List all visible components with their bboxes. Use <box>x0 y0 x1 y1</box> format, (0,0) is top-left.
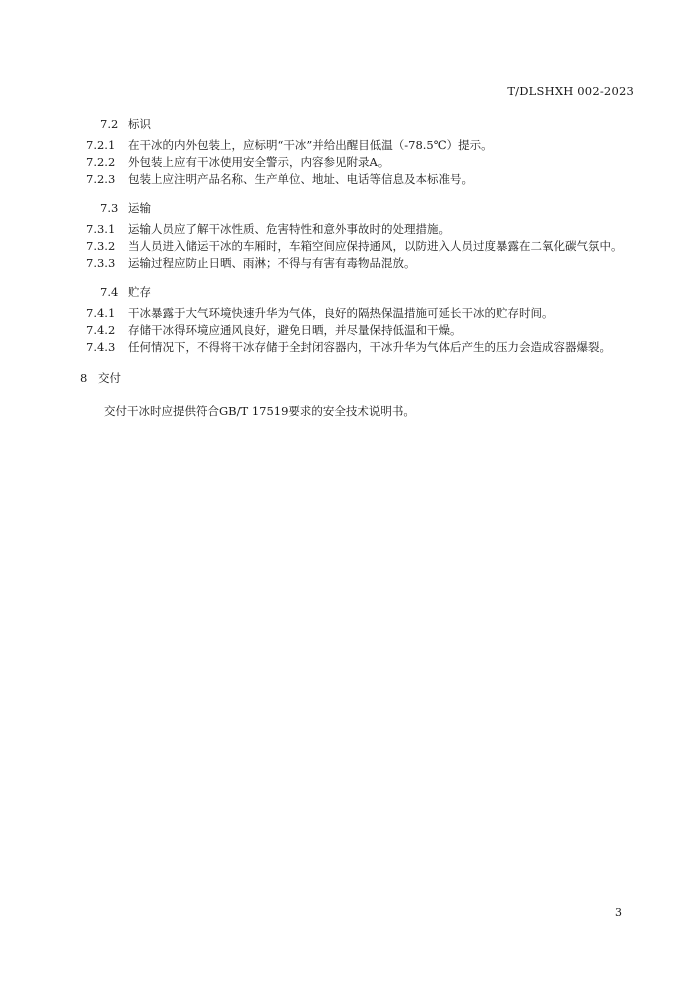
clause-number: 7.3.1 <box>86 222 116 236</box>
clause-7-4-3 <box>86 339 642 356</box>
clause-text: 运输人员应了解干冰性质、危害特性和意外事故时的处理措施。 <box>128 222 450 236</box>
clause-text: 任何情况下，不得将干冰存储于全封闭容器内，干冰升华为气体后产生的压力会造成容器爆裂。 <box>128 340 611 354</box>
clause-text: 在干冰的内外包装上，应标明“干冰”并给出醒目低温（-78.5℃）提示。 <box>128 138 493 152</box>
heading-title: 贮存 <box>128 285 151 299</box>
heading-number: 8 <box>80 371 88 385</box>
clause-text: 干冰暴露于大气环境快速升华为气体，良好的隔热保温措施可延长干冰的贮存时间。 <box>128 306 554 320</box>
clause-text: 外包装上应有干冰使用安全警示，内容参见附录A。 <box>128 155 390 169</box>
clause-number: 7.4.3 <box>86 340 116 354</box>
clause-text: 运输过程应防止日晒、雨淋；不得与有害有毒物品混放。 <box>128 256 416 270</box>
clause-7-2-3 <box>86 171 642 188</box>
delivery-paragraph: 交付干冰时应提供符合GB/T 17519要求的安全技术说明书。 <box>104 404 415 418</box>
clause-7-3-2 <box>86 238 642 255</box>
heading-number: 7.3 <box>100 201 119 215</box>
clause-7-3-1 <box>86 221 642 238</box>
page-content <box>80 112 642 420</box>
section-heading-7-3 <box>86 198 642 218</box>
page-number: 3 <box>615 906 622 919</box>
heading-title: 标识 <box>128 117 151 131</box>
clause-text: 存储干冰得环境应通风良好，避免日晒，并尽量保持低温和干燥。 <box>128 323 462 337</box>
section-heading-7-2 <box>86 114 642 134</box>
clause-number: 7.3.3 <box>86 256 116 270</box>
clause-number: 7.2.2 <box>86 155 116 169</box>
clause-number: 7.2.3 <box>86 172 116 186</box>
heading-title: 运输 <box>128 201 151 215</box>
clause-text: 当人员进入储运干冰的车厢时，车箱空间应保持通风，以防进入人员过度暴露在二氧化碳气氛中。 <box>128 239 623 253</box>
clause-number: 7.4.2 <box>86 323 116 337</box>
heading-number: 7.4 <box>100 285 119 299</box>
clause-7-4-1 <box>86 305 642 322</box>
standard-code: T/DLSHXH 002-2023 <box>507 84 634 98</box>
clause-7-2-2 <box>86 154 642 171</box>
heading-number: 7.2 <box>100 117 119 131</box>
section-heading-7-4 <box>86 282 642 302</box>
clause-7-4-2 <box>86 322 642 339</box>
clause-text: 包装上应注明产品名称、生产单位、地址、电话等信息及本标准号。 <box>128 172 473 186</box>
section-heading-8 <box>80 368 642 388</box>
clause-number: 7.2.1 <box>86 138 116 152</box>
clause-7-3-3 <box>86 255 642 272</box>
clause-7-2-1 <box>86 137 642 154</box>
clause-number: 7.4.1 <box>86 306 116 320</box>
heading-title: 交付 <box>98 371 121 385</box>
clause-number: 7.3.2 <box>86 239 116 253</box>
